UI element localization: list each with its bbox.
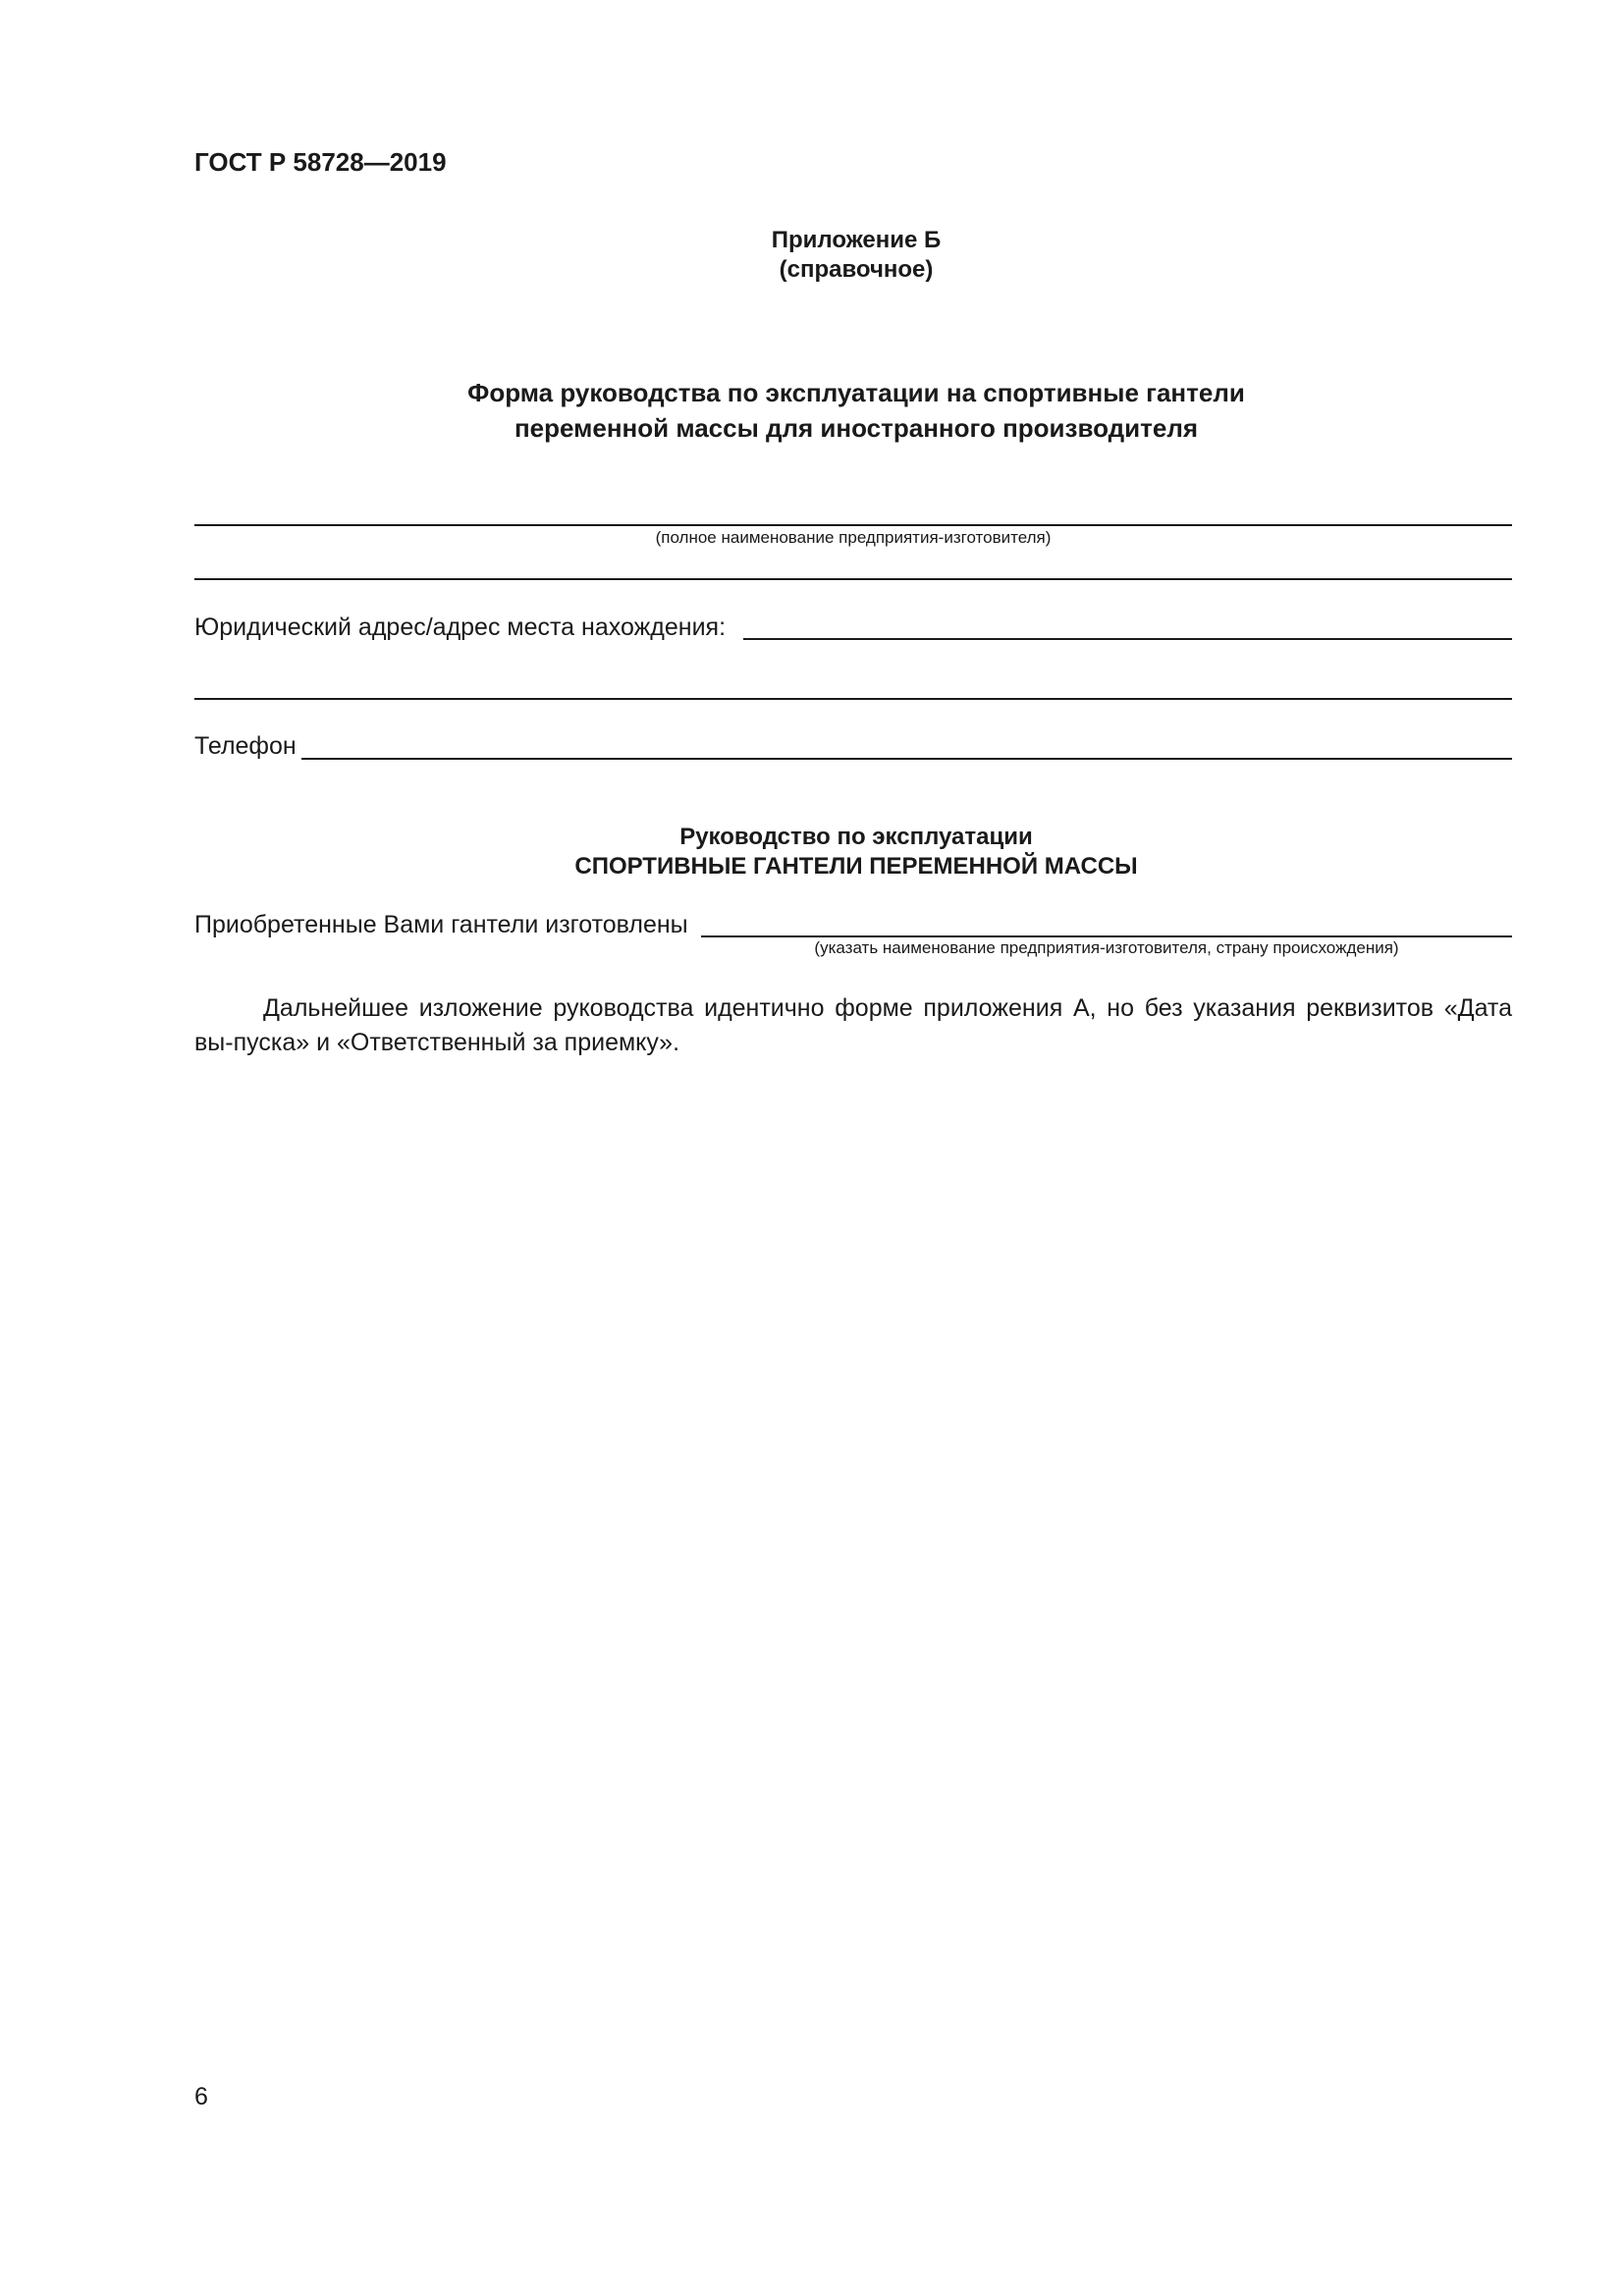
made-by-line[interactable] xyxy=(701,935,1512,937)
manual-title: Руководство по эксплуатации xyxy=(679,824,1033,850)
form-title xyxy=(0,375,1624,446)
phone-label: Телефон xyxy=(194,732,297,760)
address-label: Юридический адрес/адрес места нахождения: xyxy=(194,614,727,641)
manual-subtitle: СПОРТИВНЫЕ ГАНТЕЛИ ПЕРЕМЕННОЙ МАССЫ xyxy=(574,853,1138,880)
manual-paragraph: Дальнейшее изложение руководства идентично форме приложения А, но без указания реквизитов «Дата вы-пуска» и «Ответственный за приемку». xyxy=(194,994,1512,1056)
form-title-line-1: Форма руководства по эксплуатации на спортивные гантели xyxy=(467,378,1245,407)
appendix-heading xyxy=(0,226,1624,285)
company-name-line[interactable] xyxy=(194,524,1512,526)
address-line[interactable] xyxy=(743,638,1512,640)
form-title-line-2: переменной массы для иностранного производителя xyxy=(514,413,1199,443)
manual-heading xyxy=(0,823,1624,881)
page-number: 6 xyxy=(194,2083,208,2110)
company-name-line-2[interactable] xyxy=(194,578,1512,580)
phone-line[interactable] xyxy=(301,758,1512,760)
appendix-title: Приложение Б xyxy=(771,227,942,253)
company-name-caption: (полное наименование предприятия-изготовителя) xyxy=(655,528,1052,547)
appendix-subtitle: (справочное) xyxy=(779,256,934,283)
document-id: ГОСТ Р 58728—2019 xyxy=(194,147,447,177)
made-by-label: Приобретенные Вами гантели изготовлены xyxy=(194,911,688,938)
address-line-2[interactable] xyxy=(194,698,1512,700)
made-by-caption: (указать наименование предприятия-изготовителя, страну происхождения) xyxy=(814,938,1399,957)
